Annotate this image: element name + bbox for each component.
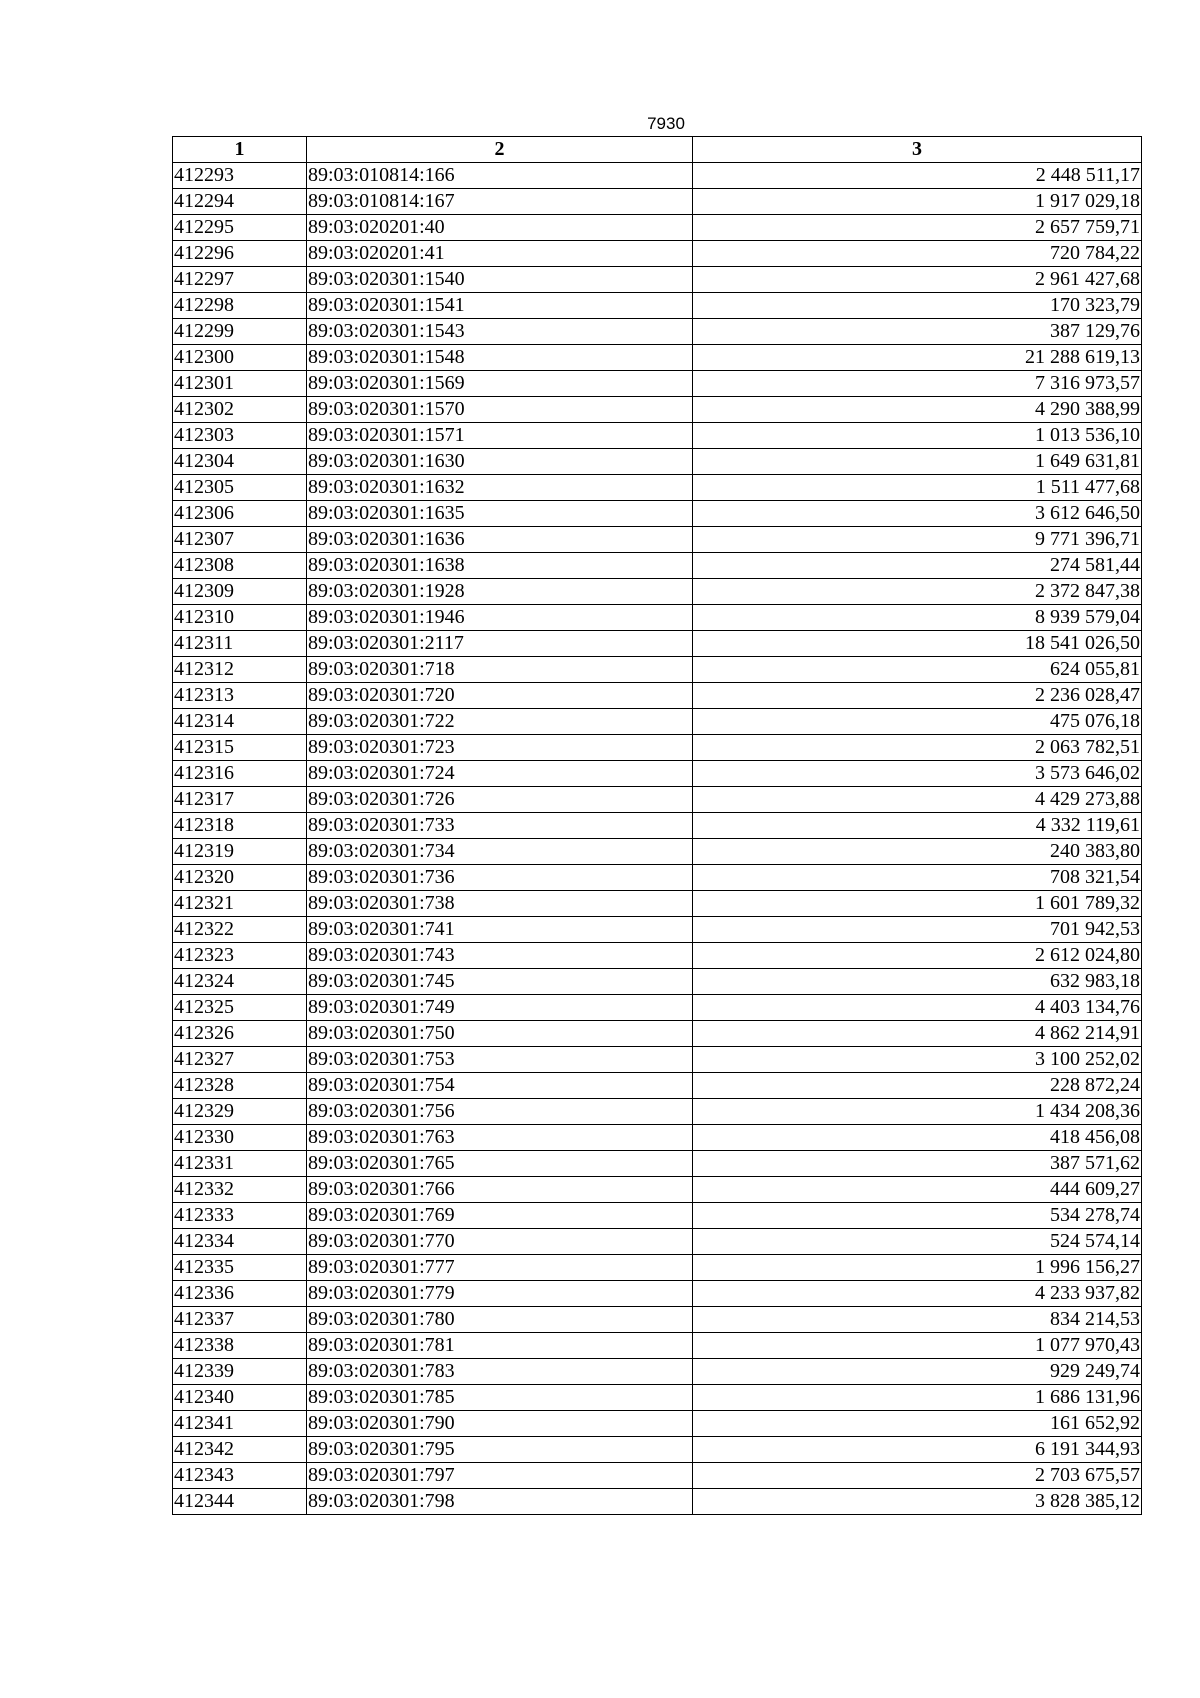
cadastral-number-cell: 89:03:020301:720 [307,683,693,709]
table-row [173,293,1142,319]
cadastral-value-cell: 4 429 273,88 [693,787,1142,813]
table-row [173,1385,1142,1411]
cadastral-number-cell: 89:03:020301:1632 [307,475,693,501]
cadastral-number-cell: 89:03:020301:1548 [307,345,693,371]
table-row [173,241,1142,267]
table-header [173,137,1142,163]
table-row [173,735,1142,761]
row-index-cell: 412323 [173,943,307,969]
cadastral-value-cell: 4 233 937,82 [693,1281,1142,1307]
cadastral-number-cell: 89:03:020201:41 [307,241,693,267]
row-index-cell: 412313 [173,683,307,709]
row-index-cell: 412311 [173,631,307,657]
cadastral-number-cell: 89:03:020301:1571 [307,423,693,449]
cadastral-value-cell: 4 862 214,91 [693,1021,1142,1047]
row-index-cell: 412333 [173,1203,307,1229]
table-row [173,631,1142,657]
cadastral-value-cell: 161 652,92 [693,1411,1142,1437]
column-header-1: 1 [173,137,307,163]
cadastral-number-cell: 89:03:020301:795 [307,1437,693,1463]
row-index-cell: 412302 [173,397,307,423]
table-row [173,1177,1142,1203]
cadastral-number-cell: 89:03:020301:738 [307,891,693,917]
cadastral-value-cell: 274 581,44 [693,553,1142,579]
table-row [173,1255,1142,1281]
cadastral-number-cell: 89:03:020301:733 [307,813,693,839]
cadastral-value-cell: 2 657 759,71 [693,215,1142,241]
cadastral-value-cell: 1 601 789,32 [693,891,1142,917]
cadastral-number-cell: 89:03:020301:1540 [307,267,693,293]
cadastral-value-cell: 8 939 579,04 [693,605,1142,631]
row-index-cell: 412342 [173,1437,307,1463]
cadastral-value-cell: 3 612 646,50 [693,501,1142,527]
cadastral-number-cell: 89:03:020301:1928 [307,579,693,605]
table-row [173,1203,1142,1229]
row-index-cell: 412298 [173,293,307,319]
cadastral-value-cell: 2 961 427,68 [693,267,1142,293]
table-row [173,1229,1142,1255]
row-index-cell: 412332 [173,1177,307,1203]
row-index-cell: 412299 [173,319,307,345]
table-row [173,449,1142,475]
cadastral-value-cell: 2 448 511,17 [693,163,1142,189]
row-index-cell: 412318 [173,813,307,839]
cadastral-number-cell: 89:03:020301:750 [307,1021,693,1047]
cadastral-number-cell: 89:03:020301:1541 [307,293,693,319]
table-row [173,1125,1142,1151]
table-row [173,1437,1142,1463]
row-index-cell: 412307 [173,527,307,553]
row-index-cell: 412325 [173,995,307,1021]
cadastral-number-cell: 89:03:020301:754 [307,1073,693,1099]
cadastral-number-cell: 89:03:020301:722 [307,709,693,735]
cadastral-value-cell: 2 063 782,51 [693,735,1142,761]
cadastral-value-cell: 228 872,24 [693,1073,1142,1099]
cadastral-value-cell: 2 236 028,47 [693,683,1142,709]
cadastral-value-cell: 3 100 252,02 [693,1047,1142,1073]
row-index-cell: 412330 [173,1125,307,1151]
table-row [173,1021,1142,1047]
cadastral-value-cell: 170 323,79 [693,293,1142,319]
row-index-cell: 412320 [173,865,307,891]
row-index-cell: 412309 [173,579,307,605]
cadastral-value-table [172,136,1142,1515]
row-index-cell: 412339 [173,1359,307,1385]
table-row [173,345,1142,371]
table-row [173,163,1142,189]
cadastral-number-cell: 89:03:020301:781 [307,1333,693,1359]
cadastral-number-cell: 89:03:020301:777 [307,1255,693,1281]
table-row [173,1411,1142,1437]
table-row [173,917,1142,943]
row-index-cell: 412324 [173,969,307,995]
cadastral-value-cell: 1 917 029,18 [693,189,1142,215]
cadastral-number-cell: 89:03:020301:734 [307,839,693,865]
row-index-cell: 412331 [173,1151,307,1177]
cadastral-value-cell: 524 574,14 [693,1229,1142,1255]
cadastral-value-cell: 534 278,74 [693,1203,1142,1229]
table-row [173,891,1142,917]
table-row [173,423,1142,449]
row-index-cell: 412340 [173,1385,307,1411]
cadastral-number-cell: 89:03:020301:753 [307,1047,693,1073]
table-row [173,1047,1142,1073]
cadastral-value-cell: 834 214,53 [693,1307,1142,1333]
row-index-cell: 412334 [173,1229,307,1255]
cadastral-number-cell: 89:03:020301:736 [307,865,693,891]
cadastral-value-cell: 475 076,18 [693,709,1142,735]
table-row [173,1463,1142,1489]
row-index-cell: 412314 [173,709,307,735]
row-index-cell: 412343 [173,1463,307,1489]
cadastral-value-cell: 6 191 344,93 [693,1437,1142,1463]
cadastral-number-cell: 89:03:020301:1630 [307,449,693,475]
cadastral-value-cell: 2 612 024,80 [693,943,1142,969]
cadastral-number-cell: 89:03:020301:770 [307,1229,693,1255]
row-index-cell: 412300 [173,345,307,371]
cadastral-number-cell: 89:03:020301:2117 [307,631,693,657]
cadastral-number-cell: 89:03:020301:1946 [307,605,693,631]
row-index-cell: 412341 [173,1411,307,1437]
cadastral-number-cell: 89:03:020301:743 [307,943,693,969]
table-row [173,761,1142,787]
cadastral-number-cell: 89:03:020301:1636 [307,527,693,553]
table-row [173,475,1142,501]
table-row [173,839,1142,865]
cadastral-value-cell: 2 703 675,57 [693,1463,1142,1489]
table-row [173,1099,1142,1125]
cadastral-value-cell: 18 541 026,50 [693,631,1142,657]
row-index-cell: 412308 [173,553,307,579]
page-number: 7930 [647,114,685,133]
row-index-cell: 412306 [173,501,307,527]
cadastral-value-cell: 701 942,53 [693,917,1142,943]
cadastral-number-cell: 89:03:020301:718 [307,657,693,683]
cadastral-value-cell: 1 077 970,43 [693,1333,1142,1359]
cadastral-number-cell: 89:03:020301:726 [307,787,693,813]
cadastral-value-cell: 720 784,22 [693,241,1142,267]
cadastral-number-cell: 89:03:020301:1570 [307,397,693,423]
row-index-cell: 412329 [173,1099,307,1125]
cadastral-number-cell: 89:03:020301:1638 [307,553,693,579]
row-index-cell: 412310 [173,605,307,631]
cadastral-number-cell: 89:03:010814:166 [307,163,693,189]
cadastral-value-cell: 708 321,54 [693,865,1142,891]
table-row [173,995,1142,1021]
cadastral-value-cell: 9 771 396,71 [693,527,1142,553]
cadastral-value-cell: 1 996 156,27 [693,1255,1142,1281]
table-row [173,1489,1142,1515]
row-index-cell: 412295 [173,215,307,241]
cadastral-number-cell: 89:03:020301:779 [307,1281,693,1307]
cadastral-number-cell: 89:03:020301:723 [307,735,693,761]
cadastral-value-cell: 4 290 388,99 [693,397,1142,423]
row-index-cell: 412305 [173,475,307,501]
table-row [173,371,1142,397]
table-row [173,189,1142,215]
table-row [173,605,1142,631]
table-row [173,943,1142,969]
cadastral-number-cell: 89:03:020301:783 [307,1359,693,1385]
table-row [173,553,1142,579]
cadastral-number-cell: 89:03:020301:765 [307,1151,693,1177]
cadastral-value-cell: 444 609,27 [693,1177,1142,1203]
cadastral-number-cell: 89:03:020301:745 [307,969,693,995]
cadastral-value-cell: 1 649 631,81 [693,449,1142,475]
row-index-cell: 412335 [173,1255,307,1281]
table-row [173,683,1142,709]
cadastral-value-cell: 2 372 847,38 [693,579,1142,605]
row-index-cell: 412321 [173,891,307,917]
cadastral-value-cell: 240 383,80 [693,839,1142,865]
cadastral-number-cell: 89:03:020301:1635 [307,501,693,527]
row-index-cell: 412297 [173,267,307,293]
cadastral-number-cell: 89:03:020301:763 [307,1125,693,1151]
cadastral-number-cell: 89:03:020301:798 [307,1489,693,1515]
row-index-cell: 412294 [173,189,307,215]
cadastral-number-cell: 89:03:020301:766 [307,1177,693,1203]
row-index-cell: 412315 [173,735,307,761]
row-index-cell: 412319 [173,839,307,865]
table-row [173,319,1142,345]
table-row [173,787,1142,813]
cadastral-value-cell: 418 456,08 [693,1125,1142,1151]
cadastral-value-cell: 1 434 208,36 [693,1099,1142,1125]
table-row [173,1307,1142,1333]
cadastral-number-cell: 89:03:020301:790 [307,1411,693,1437]
row-index-cell: 412328 [173,1073,307,1099]
column-header-3: 3 [693,137,1142,163]
table-row [173,579,1142,605]
row-index-cell: 412336 [173,1281,307,1307]
cadastral-value-cell: 632 983,18 [693,969,1142,995]
cadastral-value-cell: 1 511 477,68 [693,475,1142,501]
table-row [173,657,1142,683]
row-index-cell: 412338 [173,1333,307,1359]
cadastral-value-cell: 3 828 385,12 [693,1489,1142,1515]
table-row [173,1359,1142,1385]
row-index-cell: 412326 [173,1021,307,1047]
cadastral-value-cell: 1 013 536,10 [693,423,1142,449]
table-row [173,1151,1142,1177]
row-index-cell: 412344 [173,1489,307,1515]
row-index-cell: 412322 [173,917,307,943]
cadastral-value-cell: 387 129,76 [693,319,1142,345]
cadastral-number-cell: 89:03:020301:749 [307,995,693,1021]
cadastral-value-cell: 624 055,81 [693,657,1142,683]
row-index-cell: 412327 [173,1047,307,1073]
cadastral-number-cell: 89:03:020301:780 [307,1307,693,1333]
cadastral-value-cell: 21 288 619,13 [693,345,1142,371]
table-row [173,397,1142,423]
cadastral-number-cell: 89:03:020301:785 [307,1385,693,1411]
cadastral-value-cell: 7 316 973,57 [693,371,1142,397]
table-row [173,1333,1142,1359]
row-index-cell: 412296 [173,241,307,267]
table-row [173,527,1142,553]
cadastral-value-cell: 387 571,62 [693,1151,1142,1177]
table-row [173,1073,1142,1099]
row-index-cell: 412301 [173,371,307,397]
cadastral-value-cell: 4 332 119,61 [693,813,1142,839]
row-index-cell: 412312 [173,657,307,683]
cadastral-number-cell: 89:03:020301:797 [307,1463,693,1489]
table-row [173,813,1142,839]
table-row [173,865,1142,891]
cadastral-number-cell: 89:03:020301:1569 [307,371,693,397]
table-body [173,163,1142,1515]
cadastral-number-cell: 89:03:020301:756 [307,1099,693,1125]
cadastral-value-cell: 3 573 646,02 [693,761,1142,787]
row-index-cell: 412293 [173,163,307,189]
header-row [173,137,1142,163]
column-header-2: 2 [307,137,693,163]
row-index-cell: 412316 [173,761,307,787]
row-index-cell: 412317 [173,787,307,813]
cadastral-value-cell: 929 249,74 [693,1359,1142,1385]
cadastral-number-cell: 89:03:020201:40 [307,215,693,241]
table-row [173,1281,1142,1307]
cadastral-number-cell: 89:03:020301:769 [307,1203,693,1229]
cadastral-number-cell: 89:03:020301:724 [307,761,693,787]
table-row [173,267,1142,293]
row-index-cell: 412304 [173,449,307,475]
cadastral-value-cell: 1 686 131,96 [693,1385,1142,1411]
table-row [173,215,1142,241]
cadastral-number-cell: 89:03:010814:167 [307,189,693,215]
row-index-cell: 412337 [173,1307,307,1333]
cadastral-value-cell: 4 403 134,76 [693,995,1142,1021]
cadastral-number-cell: 89:03:020301:741 [307,917,693,943]
table-row [173,709,1142,735]
table-row [173,969,1142,995]
row-index-cell: 412303 [173,423,307,449]
cadastral-number-cell: 89:03:020301:1543 [307,319,693,345]
table-row [173,501,1142,527]
